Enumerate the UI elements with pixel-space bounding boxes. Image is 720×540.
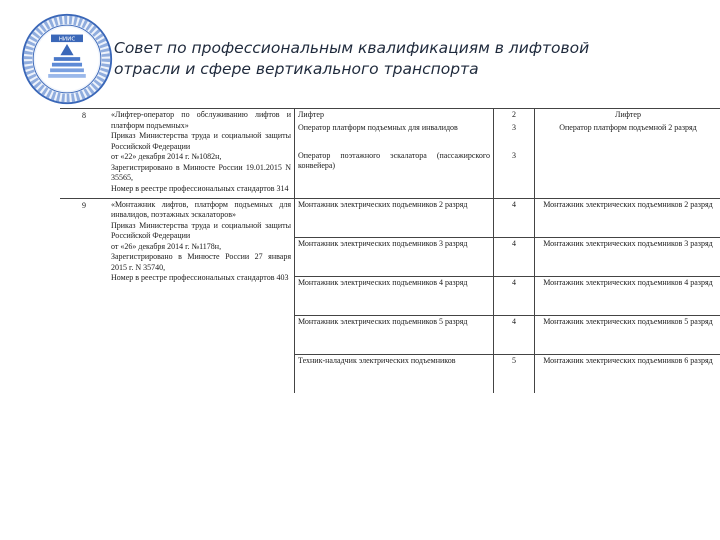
registry-number: Номер в реестре профессиональных стандартов 403 [111, 273, 289, 282]
profession-name: Оператор платформ подъемной 2 разряд [559, 122, 697, 132]
registry-number: Номер в реестре профессиональных стандартов 314 [111, 183, 289, 193]
table-row [60, 109, 720, 122]
order-text: Приказ Министерства труда и социальной защиты Российской Федерации [111, 220, 291, 240]
qualification-level: 2 [494, 109, 535, 122]
qualifications-table [60, 108, 720, 393]
registration-text: Зарегистрировано в Минюсте России 27 января 2015 г. N 35740, [111, 252, 291, 272]
profession-name [535, 150, 720, 199]
qualification-name: Оператор платформ подъемных для инвалидов [295, 122, 494, 150]
qualification-level: 3 [494, 122, 535, 150]
qualification-name: Оператор поэтажного эскалатора (пассажирского конвейера) [295, 150, 494, 199]
qualification-level: 5 [494, 354, 535, 393]
standard-document [108, 198, 295, 393]
order-text: Приказ Министерства труда и социальной защиты Российской Федерации [111, 131, 291, 151]
standard-name: «Лифтер-оператор по обслуживанию лифтов и платформ подъемных» [111, 110, 291, 130]
registration-text: Зарегистрировано в Минюсте России 19.01.2015 N 35565, [111, 162, 291, 182]
standards-table-container [60, 108, 713, 393]
row-number: 9 [60, 198, 108, 393]
qualification-level: 3 [494, 150, 535, 199]
logo-abbreviation: НИИС [58, 36, 76, 43]
qualification-name: Монтажник электрических подъемников 2 разряд [295, 198, 494, 237]
profession-name: Лифтер [535, 109, 720, 122]
qualification-level: 4 [494, 276, 535, 315]
table-row [60, 198, 720, 237]
order-date: от «22» декабря 2014 г. №1082н, [111, 152, 222, 161]
qualification-name: Монтажник электрических подъемников 3 разряд [295, 237, 494, 276]
qualification-level: 4 [494, 198, 535, 237]
profession-name: Монтажник электрических подъемников 6 разряд [535, 354, 720, 393]
profession-name: Монтажник электрических подъемников 2 разряд [535, 198, 720, 237]
qualification-name: Монтажник электрических подъемников 5 разряд [295, 315, 494, 354]
qualification-name: Техник-наладчик электрических подъемников [295, 354, 494, 393]
standard-name: «Монтажник лифтов, платформ подъемных для инвалидов, поэтажных эскалаторов» [111, 199, 291, 219]
qualification-level: 4 [494, 315, 535, 354]
qualification-level: 4 [494, 237, 535, 276]
council-logo [20, 12, 114, 106]
qualification-name: Лифтер [295, 109, 494, 122]
profession-name: Монтажник электрических подъемников 5 разряд [535, 315, 720, 354]
row-number: 8 [60, 109, 108, 199]
order-date: от «26» декабря 2014 г. №1178н, [111, 241, 222, 251]
profession-name: Монтажник электрических подъемников 3 разряд [535, 237, 720, 276]
page-title: Совет по профессиональным квалификациям в лифтовой отрасли и сфере вертикального транспорта [114, 39, 590, 78]
profession-name: Монтажник электрических подъемников 4 разряд [535, 276, 720, 315]
standard-document [108, 109, 295, 199]
qualification-name: Монтажник электрических подъемников 4 разряд [295, 276, 494, 315]
